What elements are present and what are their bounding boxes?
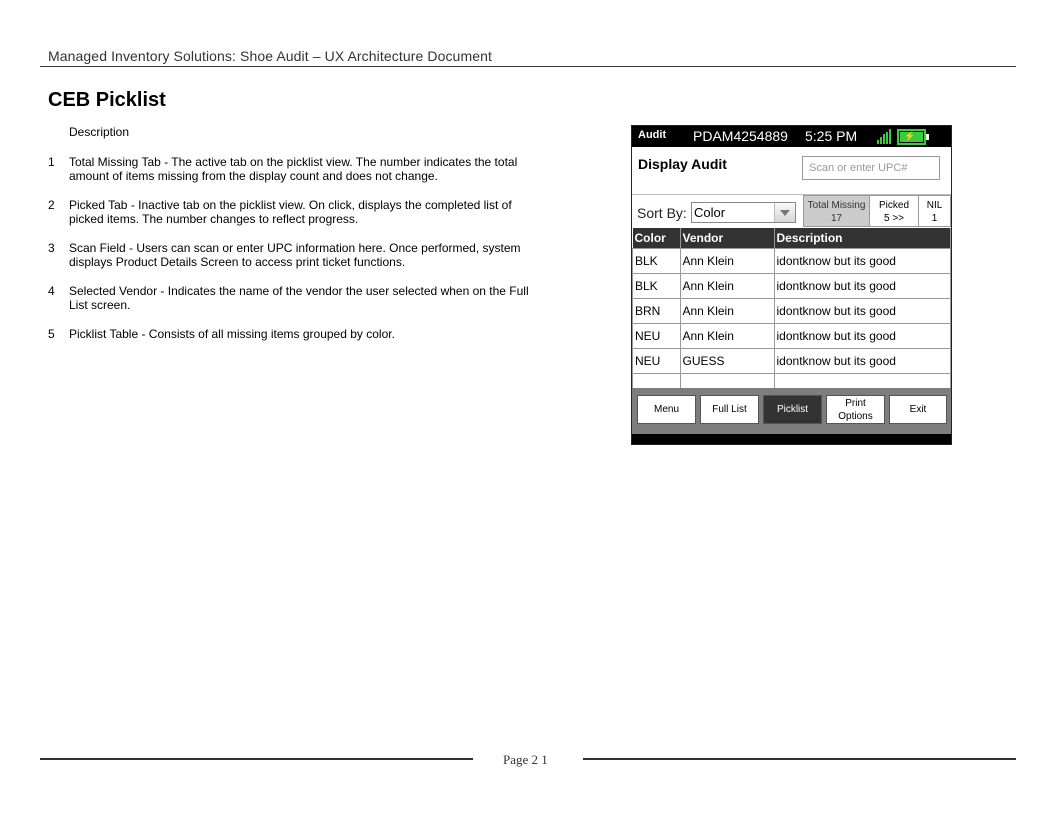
menu-button[interactable]: Menu: [637, 395, 696, 424]
picklist-button[interactable]: Picklist: [763, 395, 822, 424]
status-app-name: Audit: [638, 129, 667, 141]
footer-rule-right: [583, 758, 1016, 760]
cell-color: NEU: [633, 324, 681, 349]
item-text: Scan Field - Users can scan or enter UPC information here. Once performed, system displays Product Details Screen to access print ticket functions.: [69, 241, 521, 269]
tab-picked[interactable]: [869, 195, 919, 227]
description-item: [48, 241, 538, 269]
tab-label: NIL: [926, 200, 943, 211]
page-number: Page 2 1: [503, 752, 548, 767]
item-text: Selected Vendor - Indicates the name of the vendor the user selected when on the Full List screen.: [69, 284, 529, 312]
tab-count: 1: [931, 213, 938, 224]
item-number: 4: [48, 284, 55, 298]
item-text: Picked Tab - Inactive tab on the picklist view. On click, displays the completed list of picked items. The number changes to reflect progress.: [69, 198, 512, 226]
cell-description: idontknow but its good: [774, 324, 951, 349]
item-number: 1: [48, 155, 55, 169]
item-number: 2: [48, 198, 55, 212]
page-title: CEB Picklist: [48, 89, 166, 111]
filter-bar: [632, 194, 951, 228]
cell-color: BLK: [633, 249, 681, 274]
cell-vendor: Ann Klein: [680, 299, 774, 324]
picklist-table-wrap: [632, 228, 951, 399]
description-item: [48, 155, 538, 183]
dropdown-button[interactable]: [774, 203, 795, 222]
description-heading: Description: [69, 125, 130, 139]
column-header[interactable]: Vendor: [680, 228, 774, 249]
exit-button[interactable]: Exit: [889, 395, 947, 424]
table-header-row: [633, 228, 951, 249]
bottom-toolbar: [632, 388, 951, 434]
cell-description: idontknow but its good: [774, 249, 951, 274]
cell-vendor: Ann Klein: [680, 249, 774, 274]
cell-color: BRN: [633, 299, 681, 324]
tab-nil[interactable]: [918, 195, 951, 227]
column-header[interactable]: Description: [774, 228, 951, 249]
status-bar: [632, 126, 951, 147]
cell-color: NEU: [633, 349, 681, 374]
picklist-table: [632, 228, 951, 399]
cell-vendor: GUESS: [680, 349, 774, 374]
scan-input[interactable]: [802, 156, 940, 180]
status-device-id: PDAM4254889: [693, 128, 788, 144]
table-row[interactable]: [633, 349, 951, 374]
cell-description: idontknow but its good: [774, 299, 951, 324]
tab-count: 17: [830, 213, 843, 224]
description-list: [48, 155, 538, 356]
status-time: 5:25 PM: [805, 128, 858, 144]
sort-label: Sort By:: [637, 205, 687, 221]
cell-vendor: Ann Klein: [680, 274, 774, 299]
description-item: [48, 284, 538, 312]
item-number: 3: [48, 241, 55, 255]
sort-select[interactable]: [691, 202, 796, 223]
cell-color: BLK: [633, 274, 681, 299]
tab-label: Picked: [878, 200, 909, 211]
device-mockup: [631, 125, 952, 445]
item-number: 5: [48, 327, 55, 341]
device-bottom-bar: [632, 434, 951, 444]
tab-label: Total Missing: [807, 200, 866, 211]
print-options-button[interactable]: Print Options: [826, 395, 885, 424]
cell-description: idontknow but its good: [774, 349, 951, 374]
sort-value: Color: [694, 205, 726, 220]
header-rule: [40, 66, 1016, 67]
full-list-button[interactable]: Full List: [700, 395, 759, 424]
table-row[interactable]: [633, 299, 951, 324]
cell-description: idontknow but its good: [774, 274, 951, 299]
table-row[interactable]: [633, 324, 951, 349]
chevron-down-icon: [780, 210, 790, 216]
column-header[interactable]: Color: [633, 228, 681, 249]
footer-rule-left: [40, 758, 473, 760]
description-item: [48, 327, 538, 341]
screen-title: Display Audit: [638, 156, 727, 172]
battery-icon: ⚡: [897, 129, 926, 145]
document-header: Managed Inventory Solutions: Shoe Audit – UX Architecture Document: [48, 48, 492, 64]
cell-vendor: Ann Klein: [680, 324, 774, 349]
table-row[interactable]: [633, 249, 951, 274]
table-row[interactable]: [633, 274, 951, 299]
signal-icon: [877, 129, 893, 144]
tab-total-missing[interactable]: [803, 195, 870, 227]
item-text: Total Missing Tab - The active tab on the picklist view. The number indicates the total amount of items missing from the display count and does not change.: [69, 155, 518, 183]
description-item: [48, 198, 538, 226]
tab-count: 5 >>: [883, 213, 905, 224]
item-text: Picklist Table - Consists of all missing items grouped by color.: [69, 327, 395, 341]
